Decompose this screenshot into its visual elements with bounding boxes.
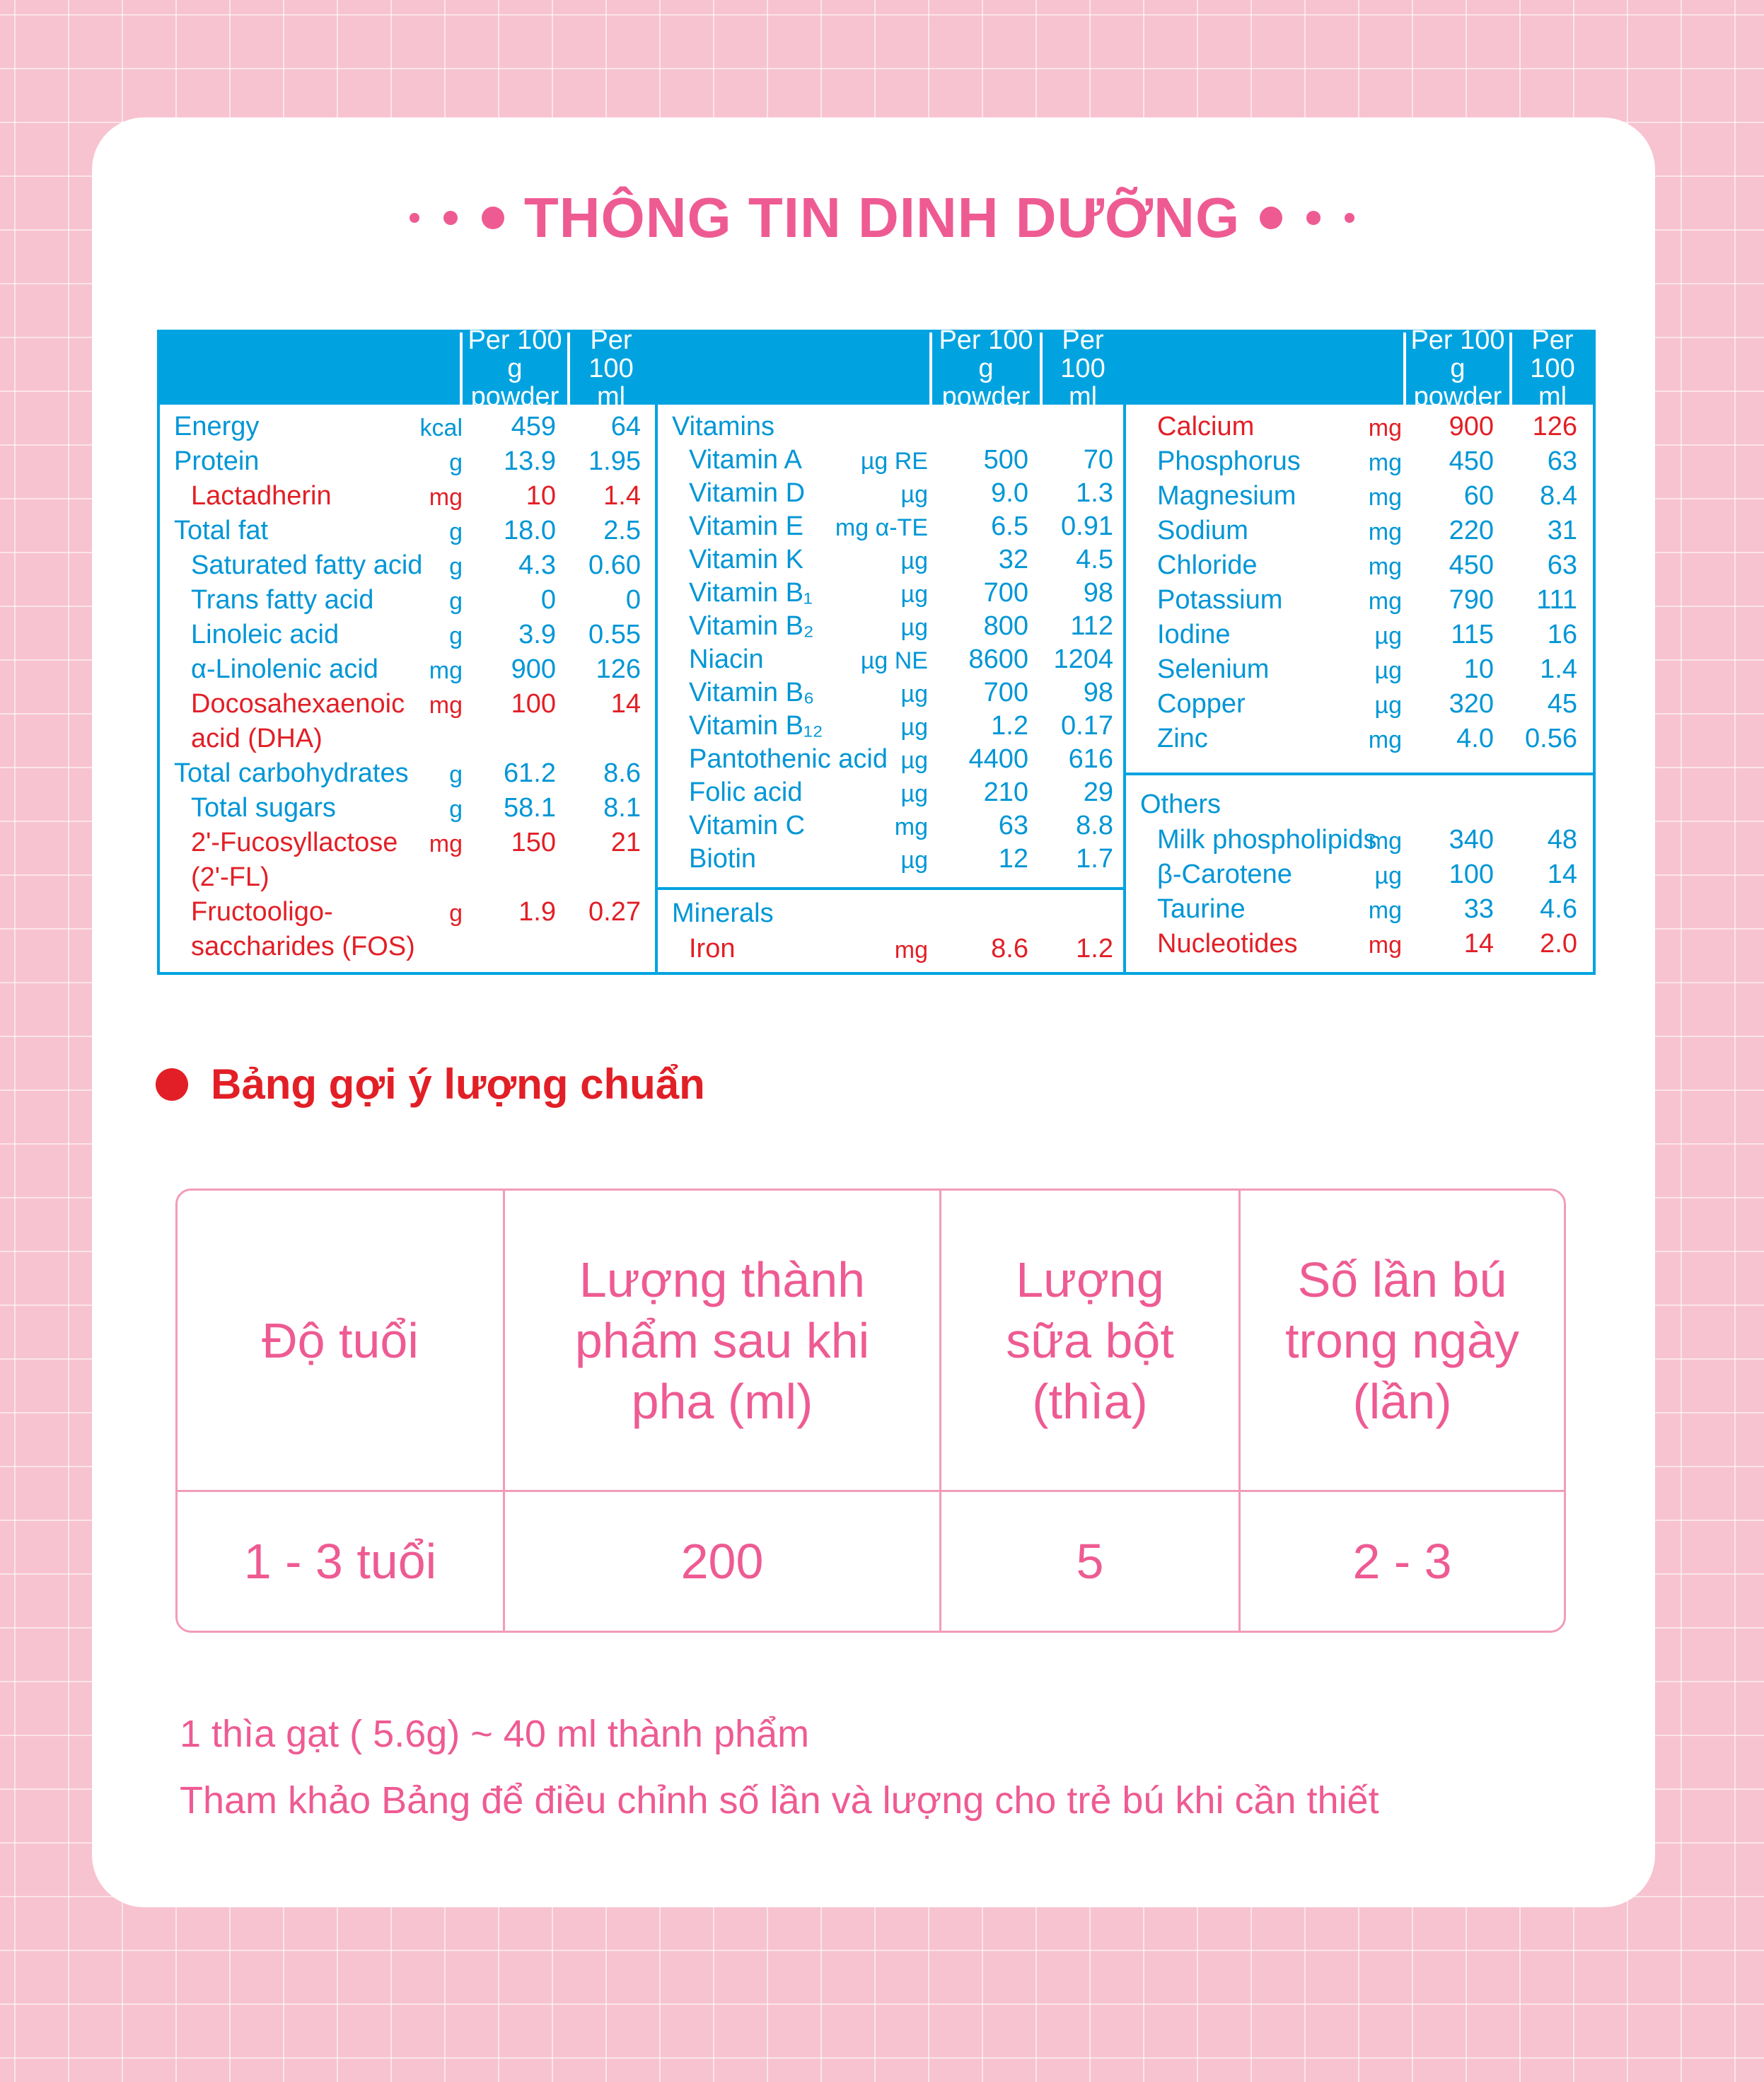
nutrient-unit: µg <box>900 714 928 741</box>
value-per-100g: 450 <box>1449 446 1494 476</box>
value-per-100g: 8.6 <box>991 934 1028 964</box>
nutrient-name: Phosphorus <box>1157 446 1301 476</box>
value-per-100g: 1.9 <box>518 897 556 927</box>
nutrient-unit: µg <box>900 614 928 641</box>
value-per-100g: 500 <box>983 445 1028 475</box>
value-per-100g: 320 <box>1449 689 1494 719</box>
nutrient-unit: g <box>449 623 463 649</box>
nutrient-row <box>1126 860 1593 894</box>
nutrient-name: α-Linolenic acid <box>191 654 378 684</box>
value-per-100ml: 98 <box>1083 678 1113 707</box>
nutrient-row <box>160 585 655 620</box>
nutrient-name: Potassium <box>1157 585 1283 615</box>
nutrient-unit: µg <box>900 847 928 874</box>
nutrient-unit: µg <box>900 548 928 574</box>
value-per-100g: 63 <box>998 811 1028 840</box>
nutrient-unit: mg <box>1368 897 1402 924</box>
dot-icon <box>1306 211 1321 225</box>
nutrient-name: β-Carotene <box>1157 860 1292 889</box>
value-per-100ml: 48 <box>1547 825 1577 855</box>
value-per-100g: 700 <box>983 578 1028 608</box>
suggestion-table <box>175 1189 1566 1633</box>
value-per-100g: 3.9 <box>518 620 556 649</box>
nutrient-row <box>1126 481 1593 516</box>
value-per-100ml: 126 <box>1532 412 1577 441</box>
section-label-text: Minerals <box>672 898 774 928</box>
nutrient-unit: µg RE <box>860 448 928 475</box>
nutrient-unit: mg α-TE <box>835 514 928 541</box>
nutrient-row <box>1126 620 1593 654</box>
value-per-100ml: 0.60 <box>588 550 641 580</box>
value-per-100g: 220 <box>1449 516 1494 545</box>
nutrient-row <box>160 758 655 793</box>
value-per-100g: 900 <box>1449 412 1494 441</box>
value-per-100ml: 8.8 <box>1076 811 1113 840</box>
nutrient-name: Selenium <box>1157 654 1270 684</box>
nutrient-name: Vitamin E <box>689 511 803 541</box>
value-per-100ml: 63 <box>1547 550 1577 580</box>
value-per-100g: 700 <box>983 678 1028 707</box>
dot-icon <box>1260 207 1282 229</box>
nutrient-unit: µg <box>1374 862 1402 889</box>
value-per-100g: 60 <box>1463 481 1494 511</box>
nutrient-name: Vitamin B₁ <box>689 578 813 608</box>
value-per-100g: 9.0 <box>991 478 1028 508</box>
nutrient-unit: g <box>449 553 463 580</box>
nutrient-name: Niacin <box>689 644 764 674</box>
section-label-vitamins <box>658 412 1123 446</box>
value-per-100g: 33 <box>1463 894 1494 924</box>
nutrient-unit: mg <box>429 831 463 857</box>
nutrient-name: Total carbohydrates <box>174 758 409 788</box>
cell-powder-scoops: 5 <box>1076 1534 1104 1589</box>
value-per-100g: 6.5 <box>991 511 1028 541</box>
nutrient-name: Magnesium <box>1157 481 1296 511</box>
value-per-100g: 790 <box>1449 585 1494 615</box>
value-per-100ml: 0.55 <box>588 620 641 649</box>
value-per-100ml: 70 <box>1083 445 1113 475</box>
nutrient-unit: g <box>449 761 463 788</box>
nutrient-unit: g <box>449 796 463 823</box>
value-per-100ml: 14 <box>1547 860 1577 889</box>
value-per-100g: 58.1 <box>504 793 556 823</box>
value-per-100ml: 2.0 <box>1540 929 1577 959</box>
nutrient-name: Total sugars <box>191 793 336 823</box>
nutrient-unit: mg <box>429 484 463 511</box>
nutrient-name: Total fat <box>174 516 269 545</box>
note-reference: Tham khảo Bảng để điều chỉnh số lần và lượng cho trẻ bú khi cần thiết <box>180 1779 1379 1822</box>
nutrient-row <box>160 446 655 481</box>
value-per-100ml: 16 <box>1547 620 1577 649</box>
nutrient-name: Saturated fatty acid <box>191 550 423 580</box>
nutrition-panel <box>157 325 1596 975</box>
nutrient-row <box>658 478 1123 513</box>
title-dots-left <box>410 207 504 229</box>
value-per-100g: 450 <box>1449 550 1494 580</box>
header-age: Độ tuổi <box>262 1312 419 1368</box>
value-per-100g: 0 <box>540 585 556 615</box>
value-per-100g: 459 <box>511 412 556 441</box>
value-per-100ml: 29 <box>1083 777 1113 807</box>
nutrient-name: Docosahexaenoic <box>191 689 405 719</box>
nutrient-row <box>1126 446 1593 481</box>
nutrient-unit: µg NE <box>860 647 928 674</box>
nutrient-name: Biotin <box>689 844 757 874</box>
nutrient-row <box>1126 516 1593 550</box>
nutrient-unit: µg <box>1374 657 1402 684</box>
value-per-100g: 900 <box>511 654 556 684</box>
dot-icon <box>410 213 419 223</box>
nutrient-row <box>658 545 1123 579</box>
nutrient-row <box>160 550 655 585</box>
cell-age: 1 - 3 tuổi <box>243 1534 437 1589</box>
nutrient-row <box>1126 825 1593 860</box>
nutrient-name: Nucleotides <box>1157 929 1298 959</box>
section-divider <box>658 887 1123 890</box>
nutrient-row <box>658 934 1123 968</box>
nutrient-name: Vitamin D <box>689 478 806 508</box>
nutrient-row <box>160 654 655 689</box>
nutrient-name: Trans fatty acid <box>191 585 374 615</box>
nutrient-row <box>160 620 655 654</box>
nutrient-unit: µg <box>1374 692 1402 719</box>
value-per-100g: 150 <box>511 828 556 857</box>
nutrient-name: Vitamin A <box>689 445 802 475</box>
value-per-100ml: 1.4 <box>1540 654 1577 684</box>
value-per-100g: 115 <box>1451 620 1494 649</box>
value-per-100g: 13.9 <box>504 446 556 476</box>
nutrient-unit: g <box>449 519 463 545</box>
nutrient-name: acid (DHA) <box>191 724 323 753</box>
value-per-100ml: 2.5 <box>603 516 641 545</box>
nutrient-row <box>658 611 1123 646</box>
nutrient-unit: µg <box>900 747 928 774</box>
value-per-100g: 8600 <box>968 644 1028 674</box>
nutrient-row <box>1126 412 1593 446</box>
table-header <box>160 325 655 412</box>
value-per-100g: 4.0 <box>1456 724 1494 753</box>
nutrient-row <box>1126 724 1593 758</box>
value-per-100ml: 8.4 <box>1540 481 1577 511</box>
section-label-text: Others <box>1140 790 1222 819</box>
value-per-100ml: 45 <box>1547 689 1577 719</box>
nutrient-unit: mg <box>1368 519 1402 545</box>
nutrient-name: Chloride <box>1157 550 1258 580</box>
nutrient-name: Fructooligo- <box>191 897 333 927</box>
nutrient-row <box>160 793 655 828</box>
header-per-100g: Per 100 g powder <box>1403 332 1509 405</box>
nutrient-name: 2'-Fucosyllactose <box>191 828 398 857</box>
nutrient-row <box>160 932 655 966</box>
nutrient-name: Vitamin B₁₂ <box>689 711 823 741</box>
nutrient-unit: µg <box>900 481 928 508</box>
nutrient-name: saccharides (FOS) <box>191 932 415 961</box>
value-per-100ml: 0 <box>625 585 641 615</box>
nutrient-name: Vitamin B₆ <box>689 678 815 707</box>
page-title: THÔNG TIN DINH DƯỠNG <box>523 186 1241 249</box>
value-per-100g: 1.2 <box>991 711 1028 741</box>
value-per-100g: 32 <box>998 545 1028 574</box>
nutrient-row <box>160 516 655 550</box>
value-per-100ml: 111 <box>1536 585 1577 615</box>
header-powder-scoops: Lượng sữa bột (thìa) <box>1006 1251 1174 1429</box>
nutrient-unit: kcal <box>419 415 463 441</box>
value-per-100ml: 64 <box>610 412 641 441</box>
nutrient-name: Iron <box>689 934 736 964</box>
value-per-100g: 18.0 <box>504 516 556 545</box>
nutrient-name: Zinc <box>1157 724 1208 753</box>
nutrition-column-3 <box>1123 325 1593 972</box>
note-scoop: 1 thìa gạt ( 5.6g) ~ 40 ml thành phẩm <box>180 1713 810 1755</box>
value-per-100g: 340 <box>1449 825 1494 855</box>
nutrient-row <box>658 644 1123 679</box>
value-per-100ml: 1.4 <box>603 481 641 511</box>
suggestion-heading-text: Bảng gợi ý lượng chuẩn <box>211 1060 705 1108</box>
value-per-100ml: 8.1 <box>603 793 641 823</box>
nutrient-unit: mg <box>1368 484 1402 511</box>
header-feeds-per-day: Số lần bú trong ngày (lần) <box>1285 1251 1519 1429</box>
value-per-100g: 12 <box>998 844 1028 874</box>
nutrient-unit: µg <box>900 780 928 807</box>
nutrient-name: Energy <box>174 412 260 441</box>
nutrient-unit: mg <box>1368 588 1402 615</box>
dot-icon <box>1345 213 1354 223</box>
bullet-icon <box>156 1068 188 1101</box>
nutrient-unit: µg <box>900 681 928 707</box>
header-per-100ml: Per 100 ml <box>567 332 652 405</box>
value-per-100ml: 1.2 <box>1076 934 1113 964</box>
nutrient-row <box>658 711 1123 746</box>
nutrient-name: (2'-FL) <box>191 862 269 892</box>
nutrient-unit: mg <box>429 692 463 719</box>
nutrient-unit: g <box>449 900 463 927</box>
header-per-100g: Per 100 g powder <box>929 332 1040 405</box>
dot-icon <box>482 207 504 229</box>
value-per-100g: 14 <box>1463 929 1494 959</box>
nutrient-row <box>160 897 655 932</box>
nutrient-row <box>658 445 1123 480</box>
nutrition-column-2 <box>655 325 1123 972</box>
value-per-100g: 100 <box>1449 860 1494 889</box>
value-per-100ml: 1204 <box>1053 644 1113 674</box>
value-per-100g: 10 <box>526 481 556 511</box>
nutrition-column-1 <box>160 325 655 972</box>
nutrient-unit: mg <box>894 814 928 840</box>
nutrient-name: Vitamin B₂ <box>689 611 814 641</box>
nutrient-row <box>160 862 655 897</box>
nutrient-name: Taurine <box>1157 894 1246 924</box>
nutrient-unit: mg <box>1368 727 1402 753</box>
value-per-100ml: 616 <box>1068 744 1113 774</box>
nutrient-row <box>1126 585 1593 620</box>
nutrient-row <box>658 844 1123 879</box>
nutrient-name: Vitamin K <box>689 545 803 574</box>
value-per-100ml: 0.17 <box>1061 711 1113 741</box>
value-per-100g: 800 <box>983 611 1028 641</box>
nutrient-row <box>160 481 655 516</box>
value-per-100g: 210 <box>983 777 1028 807</box>
value-per-100ml: 0.91 <box>1061 511 1113 541</box>
value-per-100ml: 98 <box>1083 578 1113 608</box>
nutrient-unit: mg <box>429 657 463 684</box>
nutrient-row <box>160 828 655 862</box>
nutrient-unit: µg <box>1374 623 1402 649</box>
value-per-100g: 4400 <box>968 744 1028 774</box>
nutrient-row <box>1126 894 1593 929</box>
nutrient-unit: mg <box>1368 828 1402 855</box>
nutrient-name: Calcium <box>1157 412 1255 441</box>
value-per-100ml: 4.6 <box>1540 894 1577 924</box>
header-per-100ml: Per 100 ml <box>1040 332 1123 405</box>
nutrient-row <box>1126 929 1593 964</box>
value-per-100ml: 1.3 <box>1076 478 1113 508</box>
nutrient-row <box>658 777 1123 812</box>
section-label-text: Vitamins <box>672 412 775 441</box>
section-label-minerals <box>658 898 1123 933</box>
nutrient-row <box>160 412 655 446</box>
nutrient-unit: g <box>449 588 463 615</box>
suggestion-heading <box>156 1060 705 1109</box>
nutrient-unit: mg <box>1368 932 1402 959</box>
value-per-100ml: 63 <box>1547 446 1577 476</box>
value-per-100g: 4.3 <box>518 550 556 580</box>
value-per-100ml: 31 <box>1547 516 1577 545</box>
nutrient-unit: mg <box>1368 449 1402 476</box>
nutrient-row <box>1126 550 1593 585</box>
nutrient-row <box>658 578 1123 613</box>
header-per-100ml: Per 100 ml <box>1509 332 1593 405</box>
value-per-100ml: 0.56 <box>1525 724 1577 753</box>
nutrient-name: Lactadherin <box>191 481 332 511</box>
nutrient-row <box>658 678 1123 712</box>
nutrient-row <box>658 744 1123 779</box>
nutrient-row <box>160 724 655 758</box>
cell-feeds-per-day: 2 - 3 <box>1352 1534 1452 1589</box>
nutrient-name: Linoleic acid <box>191 620 340 649</box>
nutrient-name: Iodine <box>1157 620 1231 649</box>
title-dots-right <box>1260 207 1354 229</box>
nutrient-name: Sodium <box>1157 516 1248 545</box>
nutrient-name: Protein <box>174 446 260 476</box>
value-per-100g: 100 <box>511 689 556 719</box>
table-header <box>658 325 1123 412</box>
value-per-100ml: 112 <box>1070 611 1113 641</box>
nutrient-row <box>160 689 655 724</box>
nutrient-row <box>658 511 1123 546</box>
nutrient-name: Folic acid <box>689 777 803 807</box>
value-per-100g: 61.2 <box>504 758 556 788</box>
value-per-100ml: 126 <box>596 654 641 684</box>
value-per-100ml: 4.5 <box>1076 545 1113 574</box>
section-divider <box>1126 773 1593 775</box>
nutrient-unit: g <box>449 449 463 476</box>
nutrient-name: Milk phospholipids <box>1157 825 1377 855</box>
nutrient-row <box>1126 689 1593 724</box>
value-per-100ml: 1.7 <box>1076 844 1113 874</box>
header-prepared-volume: Lượng thành phẩm sau khi pha (ml) <box>574 1251 870 1429</box>
value-per-100ml: 21 <box>610 828 641 857</box>
dot-icon <box>443 211 458 225</box>
nutrient-row <box>1126 654 1593 689</box>
nutrient-unit: µg <box>900 581 928 608</box>
nutrient-name: Pantothenic acid <box>689 744 888 774</box>
nutrient-unit: mg <box>1368 415 1402 441</box>
nutrient-name: Vitamin C <box>689 811 806 840</box>
value-per-100g: 10 <box>1463 654 1494 684</box>
nutrient-name: Copper <box>1157 689 1246 719</box>
nutrient-unit: mg <box>1368 553 1402 580</box>
value-per-100ml: 8.6 <box>603 758 641 788</box>
table-header <box>1126 325 1593 412</box>
value-per-100ml: 1.95 <box>588 446 641 476</box>
header-per-100g: Per 100 g powder <box>460 332 567 405</box>
nutrient-unit: mg <box>894 937 928 964</box>
value-per-100ml: 0.27 <box>588 897 641 927</box>
section-label-others <box>1126 790 1593 824</box>
value-per-100ml: 14 <box>610 689 641 719</box>
cell-prepared-volume: 200 <box>680 1534 764 1589</box>
nutrient-row <box>658 811 1123 845</box>
page-title-row <box>0 168 1764 267</box>
